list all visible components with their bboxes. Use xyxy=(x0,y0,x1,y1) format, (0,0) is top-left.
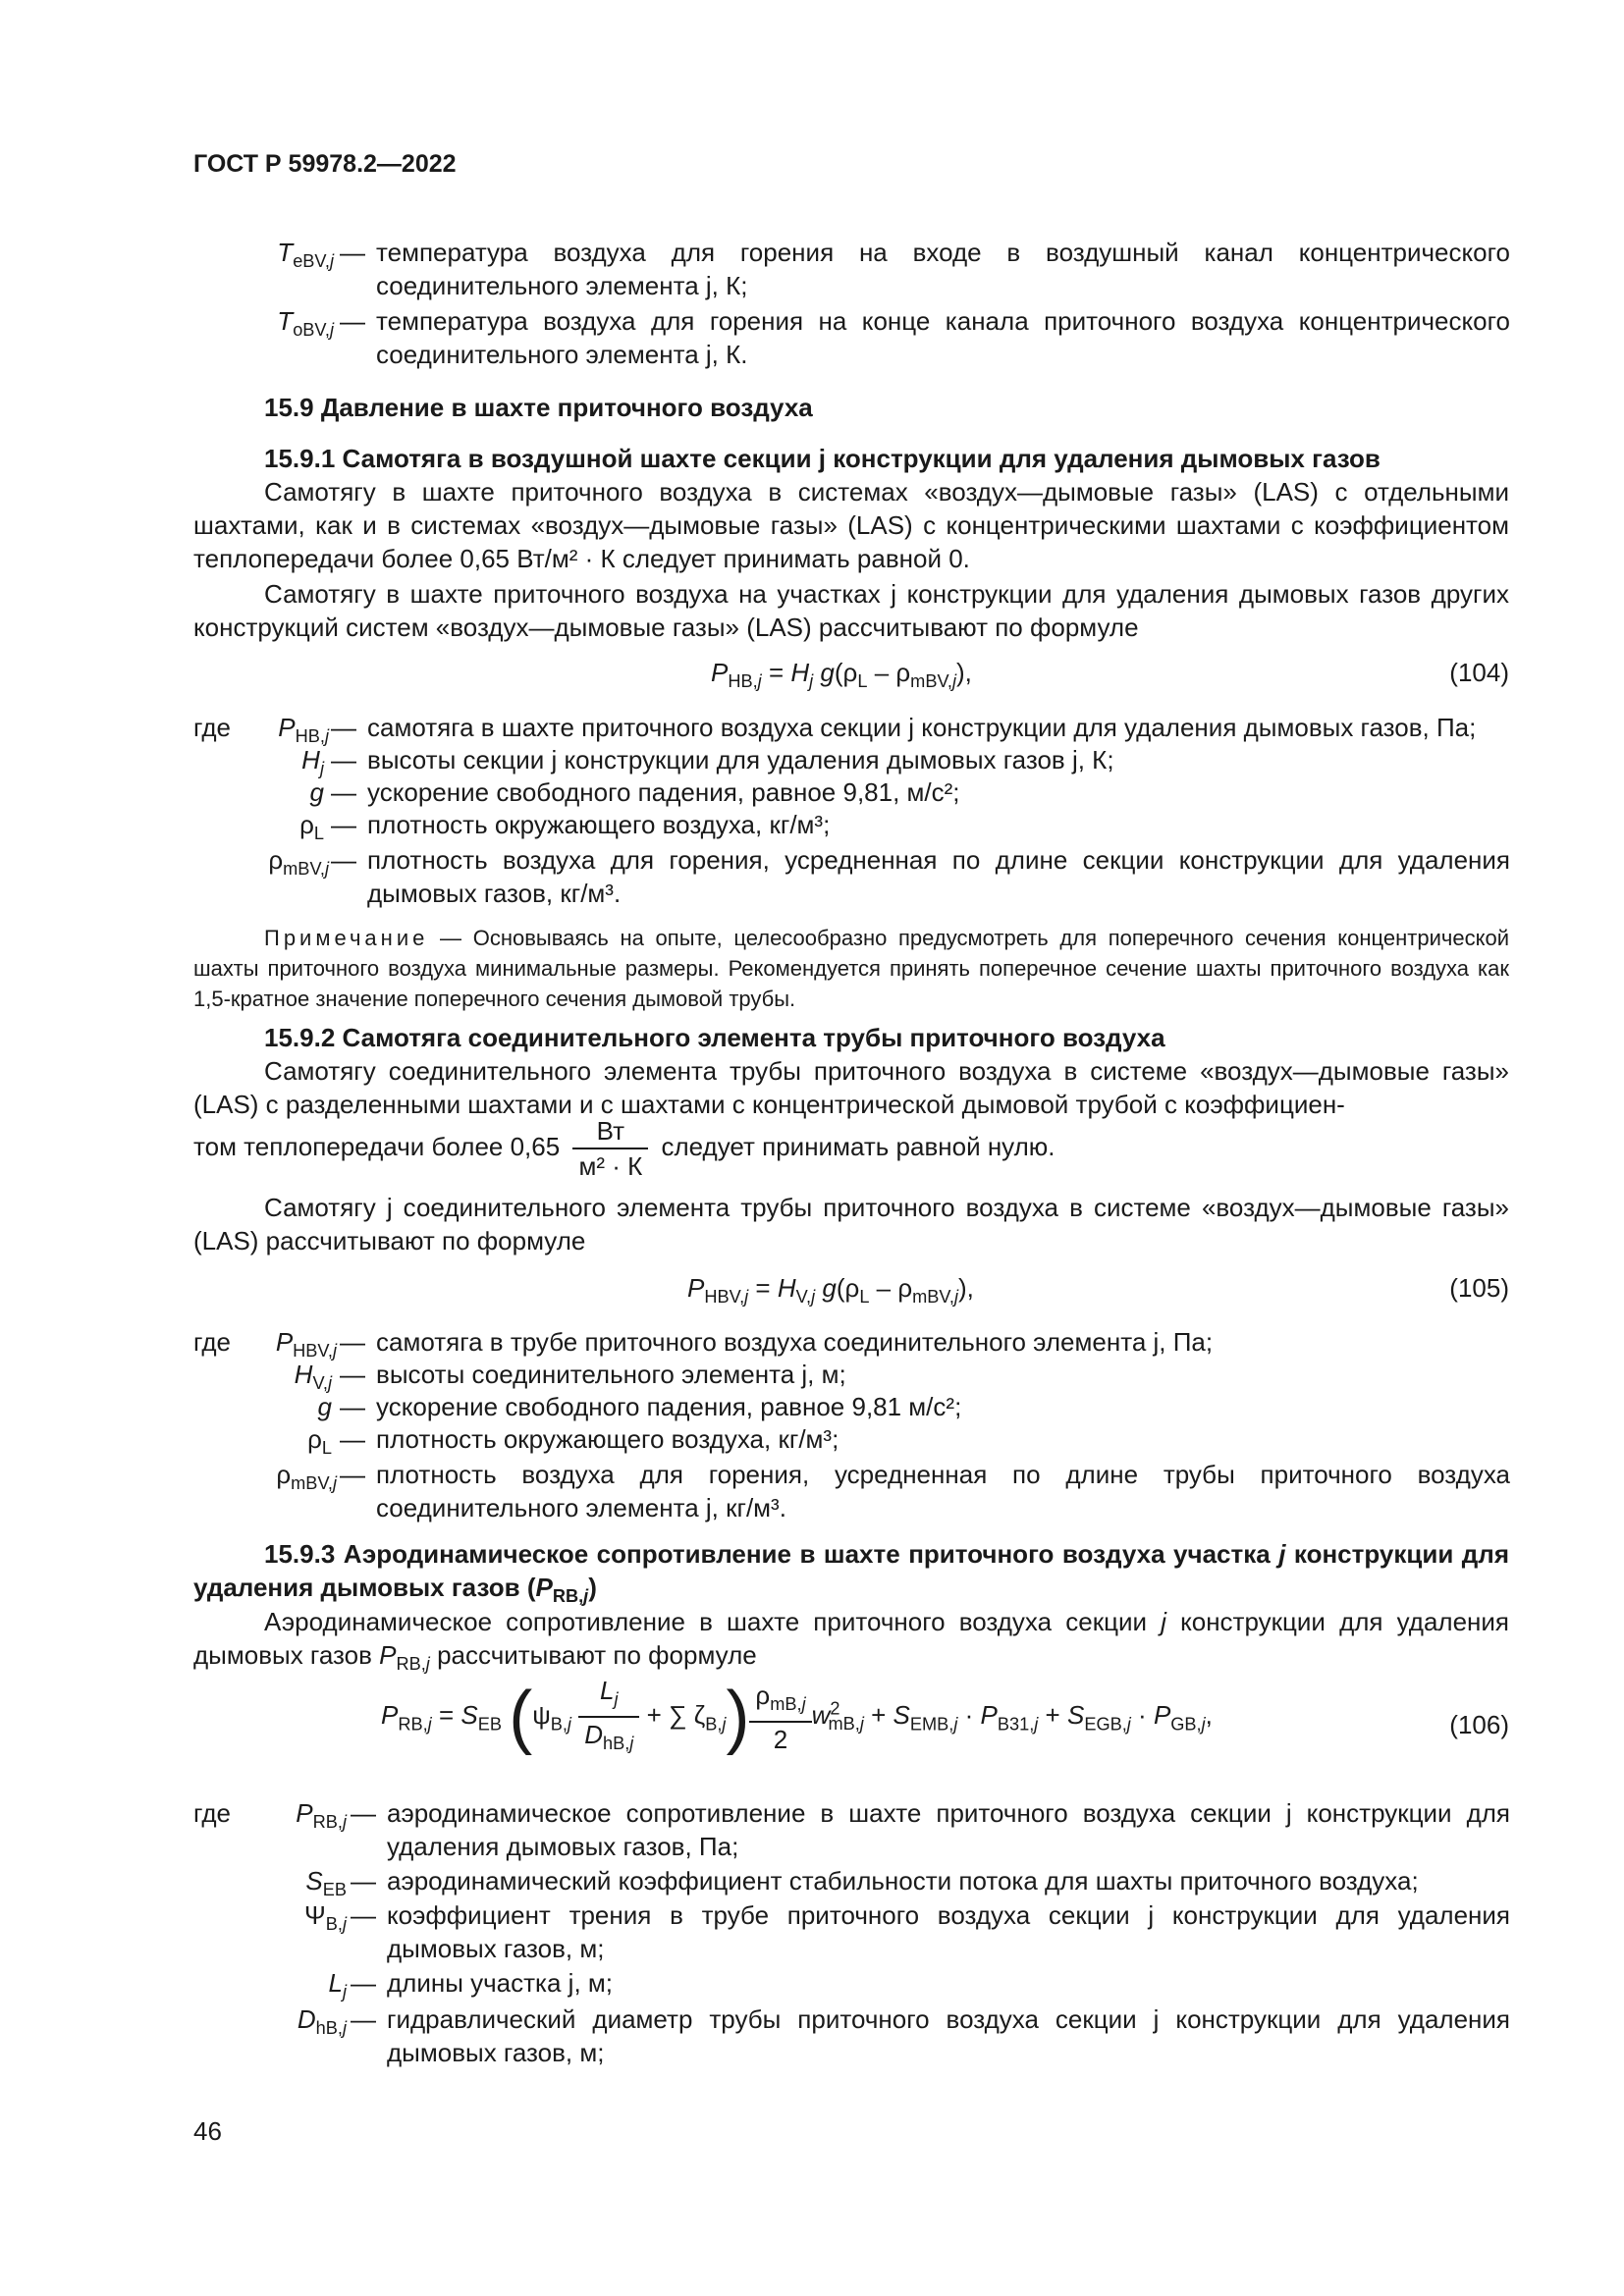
definition-T-eBV: температура воздуха для горения на входе в воздушный канал концентрического соединительного элемента j, К; xyxy=(376,238,1510,300)
symbol-rho-mBV: $\rho_{mBV,j}$ xyxy=(276,1460,337,1494)
equation-number: (104) xyxy=(1449,658,1509,687)
definition-rho-mBV: плотность воздуха для горения, усредненная по длине трубы приточного воздуха соединительного элемента j, кг/м³. xyxy=(376,1460,1510,1522)
unit-fraction xyxy=(572,1114,648,1183)
symbol-rho-L: $\rho_L$ xyxy=(299,810,324,844)
definition-g: ускорение свободного падения, равное 9,81, м/с²; xyxy=(367,777,960,807)
dash: — xyxy=(351,1798,376,1828)
symbol-H: $H_j$ xyxy=(301,745,324,779)
definition-H: высоты секции j конструкции для удаления дымовых газов j, К; xyxy=(367,745,1114,774)
definition-P-HB: самотяга в шахте приточного воздуха секции j конструкции для удаления дымовых газов, Па; xyxy=(367,713,1477,742)
paragraph: Самотягу j соединительного элемента трубы приточного воздуха в системе «воздух—дымовые газы» (LAS) рассчитывают по формуле xyxy=(193,1193,1509,1255)
dash: — xyxy=(340,1392,365,1421)
definition-H-V: высоты соединительного элемента j, м; xyxy=(376,1360,846,1389)
dash: — xyxy=(351,1866,376,1896)
definition-D-hB: гидравлический диаметр трубы приточного воздуха секции j конструкции для удаления дымовых газов, м; xyxy=(387,2004,1510,2067)
symbol-L: $L_j$ xyxy=(328,1968,347,2002)
symbol-Psi-B: $\Psi_{B,j}$ xyxy=(304,1900,347,1935)
where-label: где xyxy=(193,1327,231,1357)
definition-L: длины участка j, м; xyxy=(387,1968,614,1998)
symbol-P-RB: $P_{RB,j}$ xyxy=(296,1798,347,1833)
definition-Psi-B: коэффициент трения в трубе приточного воздуха секции j конструкции для удаления дымовых газов, м; xyxy=(387,1900,1510,1963)
right-paren: ) xyxy=(726,1678,750,1757)
definition-P-RB: аэродинамическое сопротивление в шахте приточного воздуха секции j конструкции для удаления дымовых газов, Па; xyxy=(387,1798,1510,1861)
text: следует принимать равной нулю. xyxy=(661,1131,1056,1161)
definition-S-EB: аэродинамический коэффициент стабильности потока для шахты приточного воздуха; xyxy=(387,1866,1419,1896)
dash: — xyxy=(351,2004,376,2034)
symbol-P-HBV: $P_{HBV,j}$ xyxy=(275,1327,337,1362)
equation-number: (105) xyxy=(1449,1273,1509,1303)
dash: — xyxy=(331,713,356,742)
dash: — xyxy=(351,1900,376,1930)
symbol-rho-L: $\rho_L$ xyxy=(307,1424,332,1459)
dash: — xyxy=(331,777,356,807)
symbol-rho-mBV: $\rho_{mBV,j}$ xyxy=(268,845,329,880)
page-number: 46 xyxy=(193,2116,222,2146)
where-label: где xyxy=(193,1798,231,1828)
dash: — xyxy=(340,1424,365,1454)
section-title-15-9-1: 15.9.1 Самотяга в воздушной шахте секции j конструкции для удаления дымовых газов xyxy=(264,444,1380,473)
fraction-denominator: м² · К xyxy=(578,1151,643,1181)
section-title-15-9-3: 15.9.3 Аэродинамическое сопротивление в шахте приточного воздуха участка j конструкции для удаления дымовых газов $(P_{RB,j})$ xyxy=(193,1539,1509,1607)
formula-104: $P_{HB,j} = H_j$ $g(\rho_L - \rho_{mBV,j})$, xyxy=(711,658,972,692)
paragraph-with-fraction xyxy=(193,1114,1056,1183)
dash: — xyxy=(340,1460,365,1489)
formula-106: $P_{RB,j} = S_{EB}$ ($\psi_{B,j}$ $\frac{L_j}{D_{hB,j}}$ + ∑ $\zeta_{B,j}$) $\frac{\rho_{mB,j}}{2}$ $w^2_{mB,j} + S_{EMB,j} \cdot P_{B31,j} + S_{EGB,j} \cdot P_{GB,j}$, xyxy=(381,1674,1213,1760)
text: том теплопередачи более 0,65 xyxy=(193,1131,561,1161)
definition-rho-L: плотность окружающего воздуха, кг/м³; xyxy=(367,810,831,839)
symbol-H-V: $H_{V,j}$ xyxy=(294,1360,332,1394)
paragraph: Самотягу соединительного элемента трубы приточного воздуха в системе «воздух—дымовые газы» (LAS) с разделенными шахтами и с шахтами с концентрической дымовой трубой с коэффициен- xyxy=(193,1056,1509,1119)
symbol-g: g xyxy=(309,777,324,807)
note-text: — Основываясь на опыте, целесообразно предусмотреть для поперечного сечения концентрической шахты приточного воздуха минимальные размеры. Рекомендуется принять поперечное сечение шахты приточного воздуха как 1,5-кратное значение поперечного сечения дымовой трубы. xyxy=(193,926,1509,1011)
dash: — xyxy=(331,810,356,839)
symbol-g: g xyxy=(317,1392,332,1421)
symbol-T-oBV: $T_{oBV,j}$ xyxy=(277,306,334,341)
paragraph: Самотягу в шахте приточного воздуха на участках j конструкции для удаления дымовых газов других конструкций систем «воздух—дымовые газы» (LAS) рассчитывают по формуле xyxy=(193,579,1509,642)
symbol-T-eBV: $T_{eBV,j}$ xyxy=(277,238,334,272)
symbol-S-EB: $S_{EB}$ xyxy=(305,1866,347,1900)
symbol-P-HB: $P_{HB,j}$ xyxy=(278,713,329,747)
note xyxy=(193,923,1509,1014)
formula-105: $P_{HBV,j} = H_{V,j}$ $g(\rho_L - \rho_{mBV,j})$, xyxy=(687,1273,974,1308)
definition-T-oBV: температура воздуха для горения на конце канала приточного воздуха концентрического соединительного элемента j, К. xyxy=(376,306,1510,369)
symbol-D-hB: $D_{hB,j}$ xyxy=(297,2004,347,2039)
fraction-rho-2: $\frac{\rho_{mB,j}}{2}$ xyxy=(749,1679,811,1756)
paragraph: Аэродинамическое сопротивление в шахте приточного воздуха секции j конструкции для удаления дымовых газов $P_{RB,j}$ рассчитывают по формуле xyxy=(193,1607,1509,1675)
dash: — xyxy=(340,238,365,267)
section-title-15-9-2: 15.9.2 Самотяга соединительного элемента трубы приточного воздуха xyxy=(264,1023,1165,1052)
note-label: Примечание xyxy=(264,926,429,950)
section-title-15-9: 15.9 Давление в шахте приточного воздуха xyxy=(264,393,813,422)
where-label: где xyxy=(193,713,231,742)
dash: — xyxy=(340,1327,365,1357)
dash: — xyxy=(340,306,365,336)
definition-P-HBV: самотяга в трубе приточного воздуха соединительного элемента j, Па; xyxy=(376,1327,1214,1357)
definition-rho-L: плотность окружающего воздуха, кг/м³; xyxy=(376,1424,839,1454)
equation-number: (106) xyxy=(1449,1710,1509,1739)
definition-g: ускорение свободного падения, равное 9,81 м/с²; xyxy=(376,1392,962,1421)
left-paren: ( xyxy=(509,1678,533,1757)
dash: — xyxy=(351,1968,376,1998)
dash: — xyxy=(331,745,356,774)
document-code: ГОСТ Р 59978.2—2022 xyxy=(193,150,457,178)
fraction-numerator: Вт xyxy=(572,1114,648,1149)
paragraph: Самотягу в шахте приточного воздуха в системах «воздух—дымовые газы» (LAS) с отдельными шахтами, как и в системах «воздух—дымовые газы» (LAS) с концентрическими шахтами с коэффициентом теплопередачи более 0,65 Вт/м² · К следует принимать равной 0. xyxy=(193,477,1509,573)
fraction-L-D: $\frac{L_j}{D_{hB,j}}$ xyxy=(578,1674,639,1760)
dash: — xyxy=(340,1360,365,1389)
dash: — xyxy=(331,845,356,875)
definition-rho-mBV: плотность воздуха для горения, усредненная по длине секции конструкции для удаления дымовых газов, кг/м³. xyxy=(367,845,1510,908)
